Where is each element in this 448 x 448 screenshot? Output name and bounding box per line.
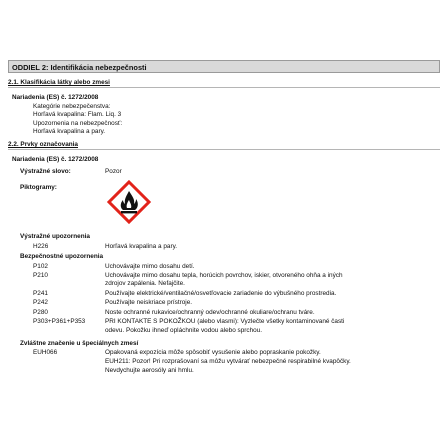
precaution-text: odevu. Pokožku ihneď opláchnite vodou alebo sprchou. bbox=[105, 327, 263, 334]
special-code: EUH066 bbox=[33, 349, 58, 356]
classification-line: Horľavá kvapalina: Flam. Liq. 3 bbox=[33, 111, 122, 118]
precaution-text: zdrojov zapálenia. Nefajčite. bbox=[105, 280, 185, 287]
precaution-text: PRI KONTAKTE S POKOŽKOU (alebo vlasmi): Vyzlečte všetky kontaminované časti bbox=[105, 318, 345, 325]
subsection-heading-2-1: 2.1. Klasifikácia látky alebo zmesi bbox=[8, 79, 110, 86]
hazard-text: Horľavá kvapalina a pary. bbox=[105, 243, 178, 250]
pictograms-label: Piktogramy: bbox=[20, 184, 57, 191]
special-text: Opakovaná expozícia môže spôsobiť vysušenie alebo popraskanie pokožky. bbox=[105, 349, 321, 356]
signal-word-label: Výstražné slovo: bbox=[20, 168, 71, 175]
special-text: Nevdychujte aerosóly ani hmlu. bbox=[105, 367, 194, 374]
regulation-label-2-1: Nariadenia (ES) č. 1272/2008 bbox=[12, 94, 99, 101]
section-header-bar bbox=[8, 60, 440, 73]
signal-word-value: Pozor bbox=[105, 168, 122, 175]
hazard-code: H226 bbox=[33, 243, 49, 250]
subsection-heading-2-2: 2.2. Prvky označovania bbox=[8, 141, 78, 148]
divider bbox=[8, 149, 440, 150]
precaution-text: Uchovávajte mimo dosahu detí. bbox=[105, 263, 195, 270]
regulation-label-2-2: Nariadenia (ES) č. 1272/2008 bbox=[12, 156, 99, 163]
divider bbox=[8, 87, 440, 88]
precaution-text: Noste ochranné rukavice/ochranný odev/ochranné okuliare/ochranu tváre. bbox=[105, 309, 315, 316]
precaution-code: P303+P361+P353 bbox=[33, 318, 86, 325]
classification-line: Kategórie nebezpečenstva: bbox=[33, 103, 111, 110]
precaution-code: P242 bbox=[33, 299, 48, 306]
special-text: EUH211: Pozor! Pri rozprašovaní sa môžu vytvárať nebezpečné respirabilné kvapôčky. bbox=[105, 358, 351, 365]
precaution-text: Používajte elektrické/ventilačné/osvetľovacie zariadenie do výbušného prostredia. bbox=[105, 290, 337, 297]
precaution-text: Používajte neiskriace prístroje. bbox=[105, 299, 193, 306]
precautionary-statements-heading: Bezpečnostné upozornenia bbox=[20, 253, 104, 260]
precaution-text: Uchovávajte mimo dosahu tepla, horúcich povrchov, iskier, otvoreného ohňa a iných bbox=[105, 272, 343, 279]
hazard-statements-heading: Výstražné upozornenia bbox=[20, 233, 90, 240]
classification-line: Upozornenia na nebezpečnosť: bbox=[33, 120, 123, 127]
special-labelling-heading: Zvláštne značenie u špeciálnych zmesí bbox=[20, 340, 139, 347]
section-title: ODDIEL 2: Identifikácia nebezpečnosti bbox=[12, 63, 147, 72]
precaution-code: P241 bbox=[33, 290, 48, 297]
precaution-code: P280 bbox=[33, 309, 48, 316]
precaution-code: P210 bbox=[33, 272, 48, 279]
classification-line: Horľavá kvapalina a pary. bbox=[33, 128, 106, 135]
flame-ghs02-icon bbox=[107, 180, 151, 224]
precaution-code: P102 bbox=[33, 263, 48, 270]
